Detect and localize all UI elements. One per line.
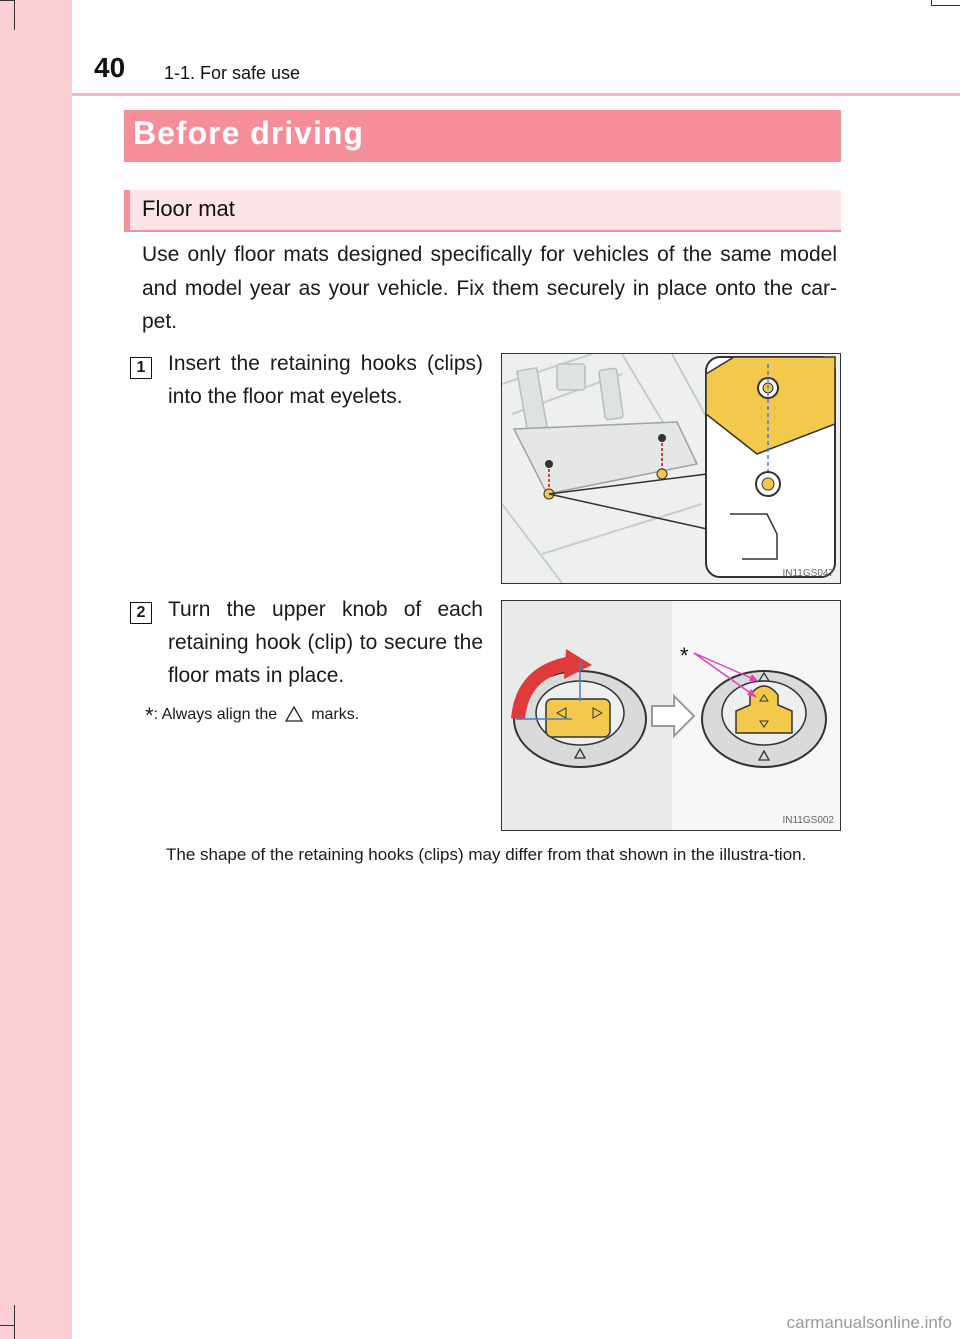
note-suffix: marks. [311,706,360,723]
footnote: The shape of the retaining hooks (clips) may differ from that shown in the illustra-tion. [166,845,807,864]
illustration-code: IN11GS002 [782,815,834,826]
illustration-hook-knob [501,600,841,831]
subsection-accent [124,190,130,230]
subsection-title: Floor mat [142,196,235,221]
watermark: carmanualsonline.info [786,1313,952,1332]
triangle-mark-icon [285,706,303,722]
header-rule [72,93,960,96]
crop-mark [931,5,960,6]
illustration-star: * [680,643,689,668]
step-1-badge: 1 [130,357,152,379]
step-1-text: Insert the retaining hooks (clips) into the floor mat eyelets. [168,352,483,408]
page-title: Before driving [133,115,364,151]
intro-paragraph: Use only floor mats designed specifically for vehicles of the same model and model year as your vehicle. Fix them securely in place onto the car-pet. [142,243,837,333]
alignment-note [145,703,359,729]
note-marker: * [145,703,154,728]
crop-mark [14,0,15,30]
subsection-bar [124,190,841,230]
section-label: 1-1. For safe use [164,63,301,83]
step-2-badge: 2 [130,602,152,624]
title-bar [124,110,841,162]
crop-mark [0,1325,14,1326]
crop-mark [14,1305,15,1339]
page-sidebar [0,0,72,1339]
crop-mark [0,0,14,1]
step-2-text: Turn the upper knob of each retaining hook (clip) to secure the floor mats in place. [168,598,483,687]
note-prefix: : Always align the [153,706,278,723]
subsection-rule [124,230,841,232]
page-number: 40 [94,52,126,83]
illustration-floor-mat-hooks [501,353,841,584]
illustration-code: IN11GS047 [782,568,834,579]
